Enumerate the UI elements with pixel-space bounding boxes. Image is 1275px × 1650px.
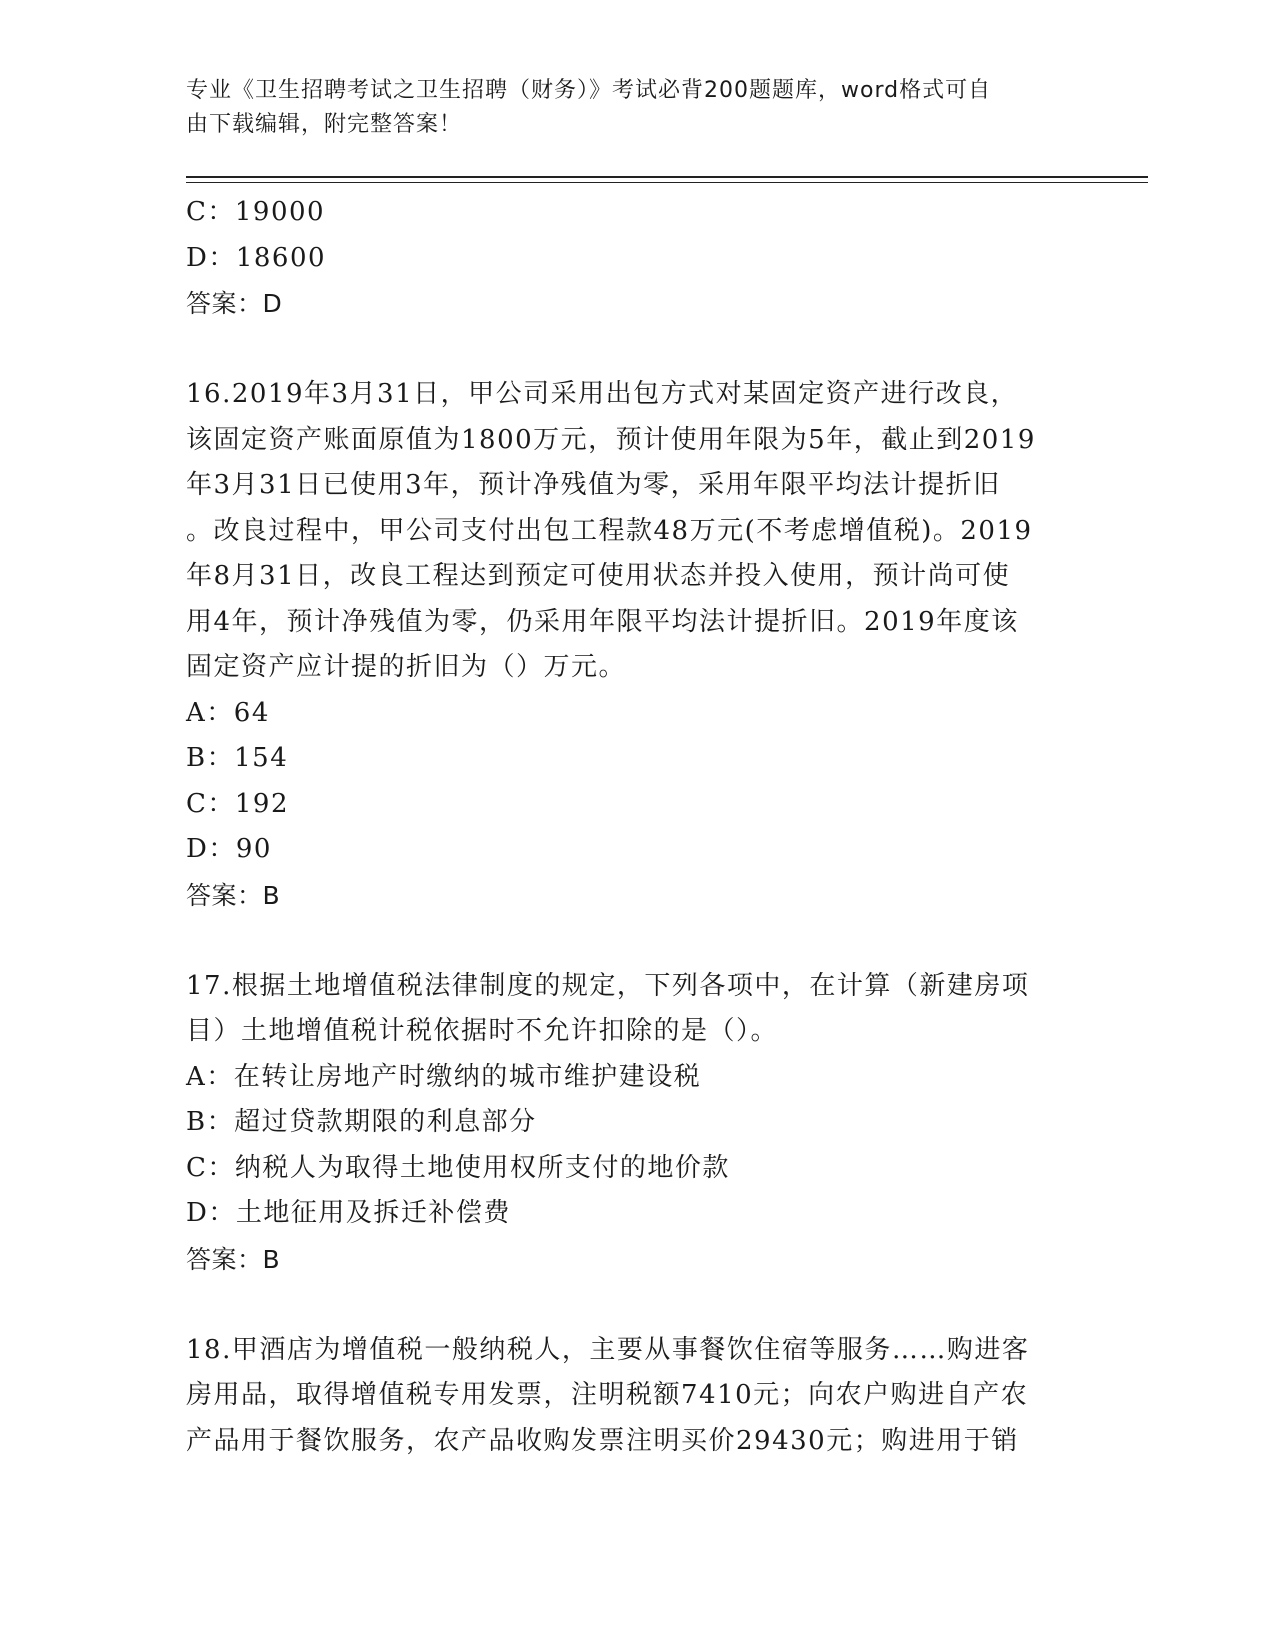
question-17-line: 目）土地增值税计税依据时不允许扣除的是（）。 — [186, 1016, 779, 1046]
question-content — [186, 190, 1086, 1464]
header-line-1: 专业《卫生招聘考试之卫生招聘（财务）》考试必背200题题库，word格式可自 — [186, 78, 992, 103]
question-16-line: 。改良过程中，甲公司支付出包工程款48万元(不考虑增值税)。2019 — [186, 515, 1033, 546]
question-16-line: 年8月31日，改良工程达到预定可使用状态并投入使用，预计尚可使 — [186, 561, 1011, 591]
question-spacer — [186, 1282, 1086, 1328]
question-17-line: 17.根据土地增值税法律制度的规定，下列各项中，在计算（新建房项 — [186, 970, 1030, 1001]
question-16-line: 固定资产应计提的折旧为（）万元。 — [186, 652, 627, 682]
question-16-line: 用4年，预计净残值为零，仍采用年限平均法计提折旧。2019年度该 — [186, 606, 1019, 637]
question-17-option-a: A：在转让房地产时缴纳的城市维护建设税 — [186, 1061, 702, 1092]
header-line-2: 由下载编辑，附完整答案！ — [186, 112, 463, 137]
header-rule-thick — [186, 176, 1148, 178]
answer-line: 答案：D — [186, 289, 283, 318]
header-rule-thin — [186, 182, 1148, 183]
option-d: D：18600 — [186, 242, 327, 273]
question-17-option-d: D：土地征用及拆迁补偿费 — [186, 1198, 511, 1228]
question-16-option-b: B：154 — [186, 743, 289, 773]
question-16 — [186, 372, 1086, 918]
question-17 — [186, 964, 1086, 1283]
question-18-line: 产品用于餐饮服务，农产品收购发票注明买价29430元；购进用于销 — [186, 1425, 1019, 1456]
question-17-option-c: C：纳税人为取得土地使用权所支付的地价款 — [186, 1152, 730, 1183]
question-18-line: 房用品，取得增值税专用发票，注明税额7410元；向农户购进自产农 — [186, 1380, 1029, 1410]
question-16-line: 年3月31日已使用3年，预计净残值为零，采用年限平均法计提折旧 — [186, 470, 1001, 500]
question-spacer — [186, 918, 1086, 964]
question-18 — [186, 1328, 1086, 1465]
question-16-line: 该固定资产账面原值为1800万元，预计使用年限为5年，截止到2019 — [186, 424, 1036, 455]
question-16-option-c: C：192 — [186, 788, 290, 819]
option-c: C：19000 — [186, 197, 326, 227]
question-17-answer: 答案：B — [186, 1244, 281, 1274]
question-16-line: 16.2019年3月31日，甲公司采用出包方式对某固定资产进行改良， — [186, 379, 1019, 409]
question-spacer — [186, 327, 1086, 373]
question-16-answer: 答案：B — [186, 880, 281, 910]
question-17-option-b: B：超过贷款期限的利息部分 — [186, 1107, 537, 1137]
question-16-option-a: A：64 — [186, 697, 270, 728]
question-18-line: 18.甲酒店为增值税一般纳税人，主要从事餐饮住宿等服务……购进客 — [186, 1334, 1030, 1365]
question-16-option-d: D：90 — [186, 834, 272, 864]
page-header — [186, 74, 1076, 142]
